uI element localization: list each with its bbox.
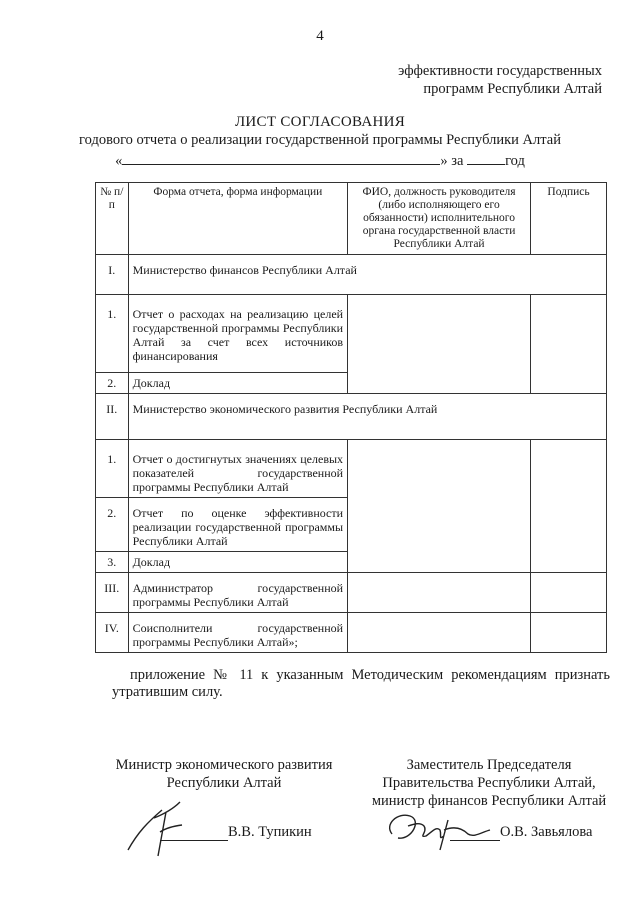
- page-number: 4: [316, 28, 324, 44]
- god-label: год: [505, 153, 525, 169]
- right-title-line-2: Правительства Республики Алтай,: [382, 775, 596, 791]
- header-note-line-1: эффективности государственных: [398, 63, 602, 79]
- table-row: [96, 613, 607, 653]
- row-text: Соисполнители государственной программы Республики Алтай»;: [128, 613, 347, 653]
- row-text: Доклад: [128, 552, 347, 573]
- left-title-line-2: Республики Алтай: [166, 775, 282, 791]
- left-title-line-1: Министр экономического развития: [115, 757, 333, 773]
- right-title-line-1: Заместитель Председателя: [406, 757, 572, 773]
- signatory-left-name: В.В. Тупикин: [228, 824, 312, 840]
- program-name-blank: [122, 150, 440, 165]
- closing-line-1: приложение № 11 к указанным Методическим рекомендациям признать: [130, 667, 610, 683]
- sign-cell: [531, 295, 607, 394]
- table-header-row: [96, 183, 607, 255]
- year-blank: [467, 150, 505, 165]
- row-text: Отчет о достигнутых значениях целевых показателей государственной программы Республики Алтай: [128, 440, 347, 498]
- table-row: [96, 573, 607, 613]
- document-subtitle: годового отчета о реализации государственной программы Республики Алтай: [79, 132, 561, 148]
- row-text: Администратор государственной программы Республики Алтай: [128, 573, 347, 613]
- row-num: 3.: [96, 552, 129, 573]
- row-num: 2.: [96, 498, 129, 552]
- period-line: [0, 150, 640, 170]
- header-fio: ФИО, должность руководителя (либо исполняющего его обязанности) исполнительного органа государственной власти Республики Алтай: [348, 183, 531, 255]
- row-num: 1.: [96, 295, 129, 373]
- za-label: за: [451, 153, 464, 169]
- close-quote: »: [440, 153, 448, 169]
- row-num: 2.: [96, 373, 129, 394]
- row-num: 1.: [96, 440, 129, 498]
- signatory-right-name: О.В. Завьялова: [500, 824, 593, 840]
- signature-right-icon: [378, 806, 500, 854]
- closing-line-2: утратившим силу.: [112, 684, 223, 700]
- fio-cell: [348, 573, 531, 613]
- header-sign: Подпись: [531, 183, 607, 255]
- sign-cell: [531, 440, 607, 573]
- document-title: ЛИСТ СОГЛАСОВАНИЯ: [234, 114, 406, 130]
- sign-cell: [531, 613, 607, 653]
- signature-left-title: [104, 756, 344, 792]
- row-text: Доклад: [128, 373, 347, 394]
- open-quote: «: [115, 153, 123, 169]
- row-text: Министерство финансов Республики Алтай: [128, 255, 606, 295]
- approval-table: [95, 182, 607, 653]
- fio-cell: [348, 613, 531, 653]
- signature-left-line: [160, 840, 228, 841]
- sign-cell: [531, 573, 607, 613]
- fio-cell: [348, 440, 531, 573]
- row-num: III.: [96, 573, 129, 613]
- row-text: Министерство экономического развития Республики Алтай: [128, 394, 606, 440]
- closing-paragraph: [112, 666, 610, 684]
- fio-cell: [348, 295, 531, 394]
- row-num: II.: [96, 394, 129, 440]
- table-row: [96, 255, 607, 295]
- signature-right-line: [450, 840, 500, 841]
- row-num: IV.: [96, 613, 129, 653]
- table-row: [96, 440, 607, 498]
- signature-right-title: [364, 756, 614, 810]
- header-note: [398, 62, 602, 98]
- row-text: Отчет о расходах на реализацию целей государственной программы Республики Алтай за счет всех источников финансирования: [128, 295, 347, 373]
- row-text: Отчет по оценке эффективности реализации государственной программы Республики Алтай: [128, 498, 347, 552]
- right-title-line-3: министр финансов Республики Алтай: [371, 793, 607, 809]
- signature-left-icon: [118, 792, 230, 862]
- row-num: I.: [96, 255, 129, 295]
- table-row: [96, 394, 607, 440]
- header-form: Форма отчета, форма информации: [128, 183, 347, 255]
- header-num: № п/п: [96, 183, 129, 255]
- header-note-line-2: программ Республики Алтай: [423, 81, 602, 97]
- table-row: [96, 295, 607, 373]
